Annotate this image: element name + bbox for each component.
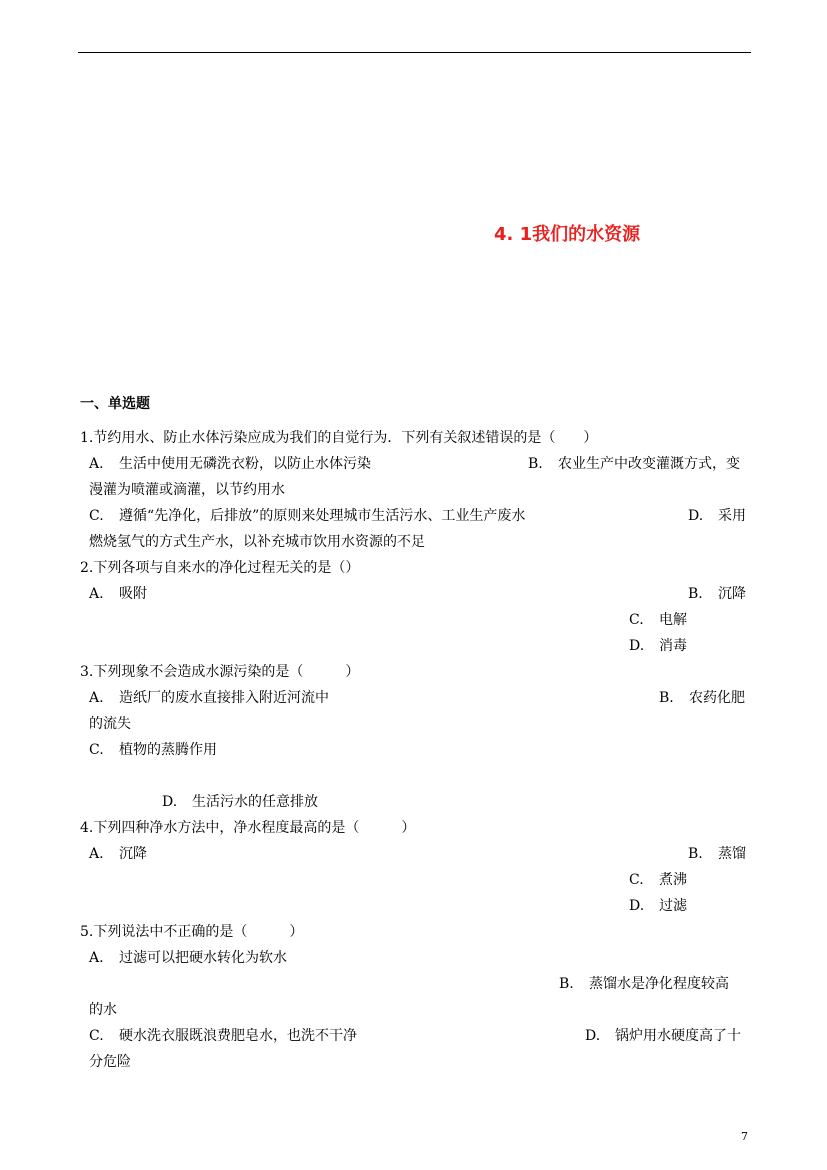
option-text: 吸附 [119,586,147,602]
option-letter: C. [89,1028,104,1044]
option-text: 蒸馏水是净化程度较高 [589,976,729,992]
question-1-option-d-continued: 燃烧氢气的方式生产水，以补充城市饮用水资源的不足 [89,534,425,550]
option-text: 生活中使用无磷洗衣粉，以防止水体污染 [119,456,371,472]
question-4-option-a [89,844,147,864]
option-letter: D. [629,898,645,914]
question-4-option-c [629,870,687,890]
question-5-option-a [89,948,287,968]
option-letter: A. [89,456,104,472]
question-1-option-c [89,506,525,526]
question-2-option-c [629,610,687,630]
option-letter: A. [89,690,104,706]
question-5-stem: 5.下列说法中不正确的是（ ） [80,924,304,940]
question-3-option-b [659,688,745,708]
question-4-option-b [688,844,746,864]
option-letter: C. [629,612,644,628]
header-rule [78,52,751,53]
option-text: 过滤可以把硬水转化为软水 [119,950,287,966]
option-letter: A. [89,950,104,966]
question-4-option-d [629,896,687,916]
question-1-stem: 1.节约用水、防止水体污染应成为我们的自觉行为．下列有关叙述错误的是（ ） [80,430,598,446]
question-2-stem: 2.下列各项与自来水的净化过程无关的是（） [80,560,360,576]
option-letter: B. [688,846,703,862]
question-1-option-b-continued: 漫灌为喷灌或滴灌，以节约用水 [89,482,285,498]
option-letter: C. [89,742,104,758]
option-text: 过滤 [659,898,687,914]
question-5-option-c [89,1026,357,1046]
question-2-option-b [688,584,746,604]
option-letter: B. [559,976,574,992]
option-letter: D. [585,1028,601,1044]
question-3-option-d [162,792,318,812]
option-letter: A. [89,846,104,862]
option-text: 生活污水的任意排放 [192,794,318,810]
option-text: 造纸厂的废水直接排入附近河流中 [119,690,329,706]
option-letter: B. [659,690,674,706]
option-text: 煮沸 [659,872,687,888]
option-text: 沉降 [119,846,147,862]
section-heading: 一、单选题 [80,396,150,412]
question-3-option-b-continued: 的流失 [89,716,131,732]
option-text: 沉降 [718,586,746,602]
document-title: 4. 1我们的水资源 [494,224,641,245]
option-text: 蒸馏 [718,846,746,862]
question-2-option-d [629,636,687,656]
option-text: 农业生产中改变灌溉方式，变 [558,456,740,472]
option-letter: B. [528,456,543,472]
question-1-option-d [688,506,746,526]
option-text: 锅炉用水硬度高了十 [615,1028,741,1044]
question-1-option-a [89,454,371,474]
option-letter: D. [688,508,704,524]
question-5-option-b [559,974,729,994]
question-5-option-b-continued: 的水 [89,1002,117,1018]
option-letter: B. [688,586,703,602]
question-1-option-b [528,454,740,474]
question-3-stem: 3.下列现象不会造成水源污染的是（ ） [80,664,360,680]
question-3-option-a [89,688,329,708]
question-5-option-d [585,1026,741,1046]
question-2-option-a [89,584,147,604]
question-4-stem: 4.下列四种净水方法中，净水程度最高的是（ ） [80,820,416,836]
page-number: 7 [741,1130,748,1143]
option-text: 消毒 [659,638,687,654]
option-text: 植物的蒸腾作用 [119,742,217,758]
option-text: 采用 [718,508,746,524]
option-text: 农药化肥 [689,690,745,706]
option-text: 遵循“先净化，后排放”的原则来处理城市生活污水、工业生产废水 [119,508,526,524]
option-text: 硬水洗衣服既浪费肥皂水，也洗不干净 [119,1028,357,1044]
option-letter: D. [629,638,645,654]
option-letter: C. [629,872,644,888]
option-letter: D. [162,794,178,810]
option-text: 电解 [659,612,687,628]
question-5-option-d-continued: 分危险 [89,1054,131,1070]
question-3-option-c [89,740,217,760]
option-letter: A. [89,586,104,602]
option-letter: C. [89,508,104,524]
